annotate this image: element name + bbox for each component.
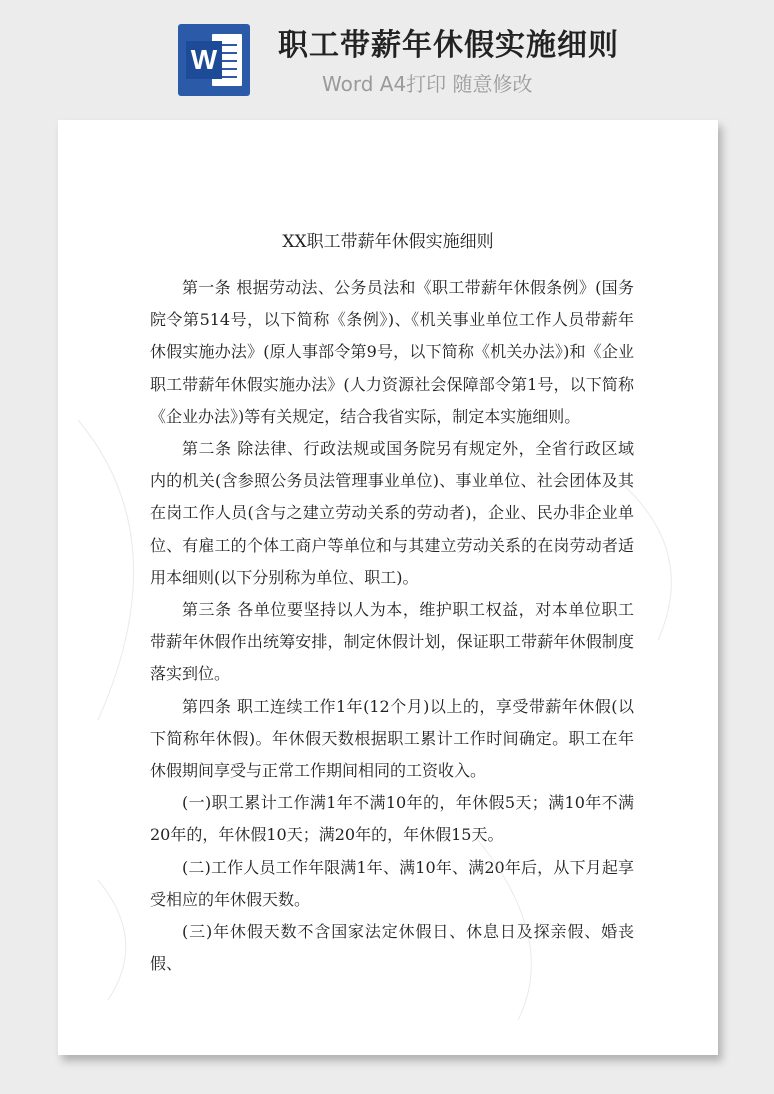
paragraph-article-1: 第一条 根据劳动法、公务员法和《职工带薪年休假条例》(国务院令第514号，以下简称《条例》)、《机关事业单位工作人员带薪年休假实施办法》(原人事部令第9号，以下简称《机关办法》)和《企业职工带薪年休假实施办法》(人力资源社会保障部令第1号，以下简称《企业办法》)等有关规定，结合我省实际，制定本实施细则。: [150, 278, 634, 426]
page-subtitle: Word A4打印 随意修改: [322, 72, 533, 96]
page-title: 职工带薪年休假实施细则: [278, 28, 619, 63]
paragraph-article-3: 第三条 各单位要坚持以人为本，维护职工权益，对本单位职工带薪年休假作出统筹安排，制定休假计划，保证职工带薪年休假制度落实到位。: [150, 600, 634, 684]
paragraph-item-1: (一)职工累计工作满1年不满10年的，年休假5天；满10年不满20年的，年休假10天；满20年的，年休假15天。: [150, 793, 634, 845]
paragraph-item-3: (三)年休假天数不含国家法定休假日、休息日及探亲假、婚丧假、: [150, 922, 634, 974]
paragraph-article-4: 第四条 职工连续工作1年(12个月)以上的，享受带薪年休假(以下简称年休假)。年休假天数根据职工累计工作时间确定。职工在年休假期间享受与正常工作期间相同的工资收入。: [150, 696, 634, 781]
paragraph-item-2: (二)工作人员工作年限满1年、满10年、满20年后，从下月起享受相应的年休假天数。: [150, 857, 634, 909]
paragraph-article-2: 第二条 除法律、行政法规或国务院另有规定外，全省行政区域内的机关(含参照公务员法管理事业单位)、事业单位、社会团体及其在岗工作人员(含与之建立劳动关系的劳动者)，企业、民办非企业单位、有雇工的个体工商户等单位和与其建立劳动关系的在岗劳动者适用本细则(以下分别称为单位、职工)。: [150, 439, 634, 587]
document-body: [150, 272, 634, 980]
page-header: [0, 0, 774, 110]
document-title: XX职工带薪年休假实施细则: [282, 232, 494, 252]
word-letter-w: W: [186, 41, 222, 79]
word-document-icon: [178, 24, 250, 96]
document-page: [58, 120, 718, 1055]
